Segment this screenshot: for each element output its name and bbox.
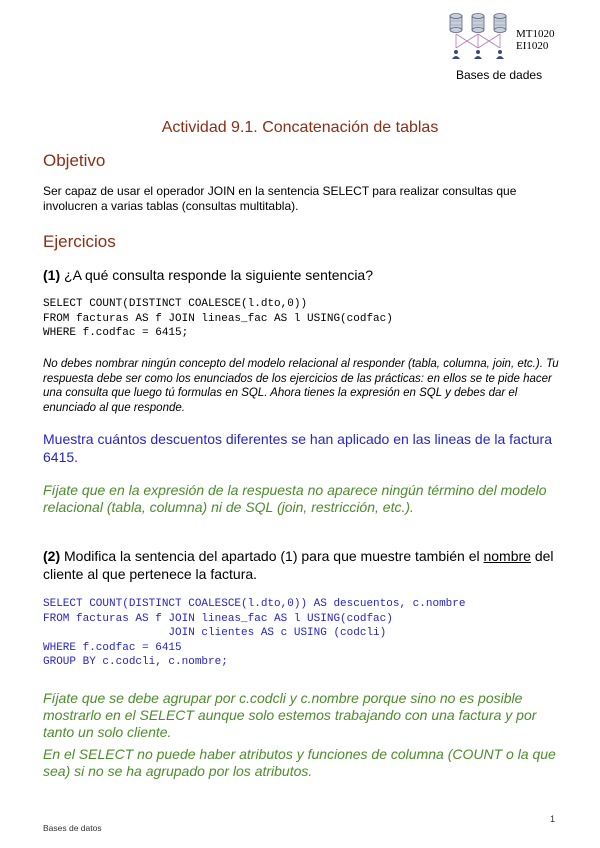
course-code: EI1020 [516,40,549,52]
instruction-note: No debes nombrar ningún concepto del modelo relacional al responder (tabla, columna, join, etc.). Tu respuesta debe ser como los enunciados de los ejercicios de las prácticas: en ellos se te pide hacer una consulta que luego tú formulas en SQL. Ahora tienes la expresión en SQL y debes dar el enunciado al que responde. [43,358,559,414]
answer-1: Muestra cuántos descuentos diferentes se han aplicado en las lineas de la factura 6415. [43,431,552,465]
comment-1: Fíjate que en la expresión de la respuesta no aparece ningún término del modelo relacional (tabla, columna) ni de SQL (join, restricción, etc.). [43,482,547,515]
logo-caption: Bases de dades [456,68,543,82]
course-code: MT1020 [516,28,555,40]
question-number: (1) [43,267,61,283]
question-number: (2) [43,548,61,564]
objetivo-text: Ser capaz de usar el operador JOIN en la sentencia SELECT para realizar consultas que involucren a varias tablas (consultas multitabla). [43,184,517,213]
question-1 [43,266,558,284]
comment-2a: Fíjate que se debe agrupar por c.codcli y c.nombre porque sino no es posible mostrarlo en el SELECT aunque solo estemos trabajando con una factura y por tanto un solo cliente. [43,690,537,740]
code-block-1: SELECT COUNT(DISTINCT COALESCE(l.dto,0)) FROM facturas AS f JOIN lineas_fac AS l USING(codfac) WHERE f.codfac = 6415; [43,298,393,339]
ejercicios-heading: Ejercicios [43,232,116,251]
comment-2b: En el SELECT no puede haber atributos y funciones de columna (COUNT o la que sea) si no se ha agrupado por los atributos. [43,746,556,779]
code-block-2: SELECT COUNT(DISTINCT COALESCE(l.dto,0)) AS descuentos, c.nombre FROM facturas AS f JOIN lineas_fac AS l USING(codfac) JOIN clientes AS c USING (codcli) WHERE f.codfac = 6415 GROUP BY c.codcli, c.nombre; [43,598,466,668]
page-number: 1 [550,814,556,824]
question-text-after: del cliente al que pertenece la factura. [43,548,554,582]
question-text: ¿A qué consulta responde la siguiente sentencia? [64,267,374,283]
page-title: Actividad 9.1. Concatenación de tablas [161,119,439,136]
objetivo-heading: Objetivo [43,151,106,170]
question-text-underlined: nombre [483,548,531,564]
database-logo-icon [446,12,516,64]
footer-text: Bases de datos [43,823,102,833]
question-2 [43,547,558,583]
question-text-before: Modifica la sentencia del apartado (1) para que muestre también el [64,548,480,564]
